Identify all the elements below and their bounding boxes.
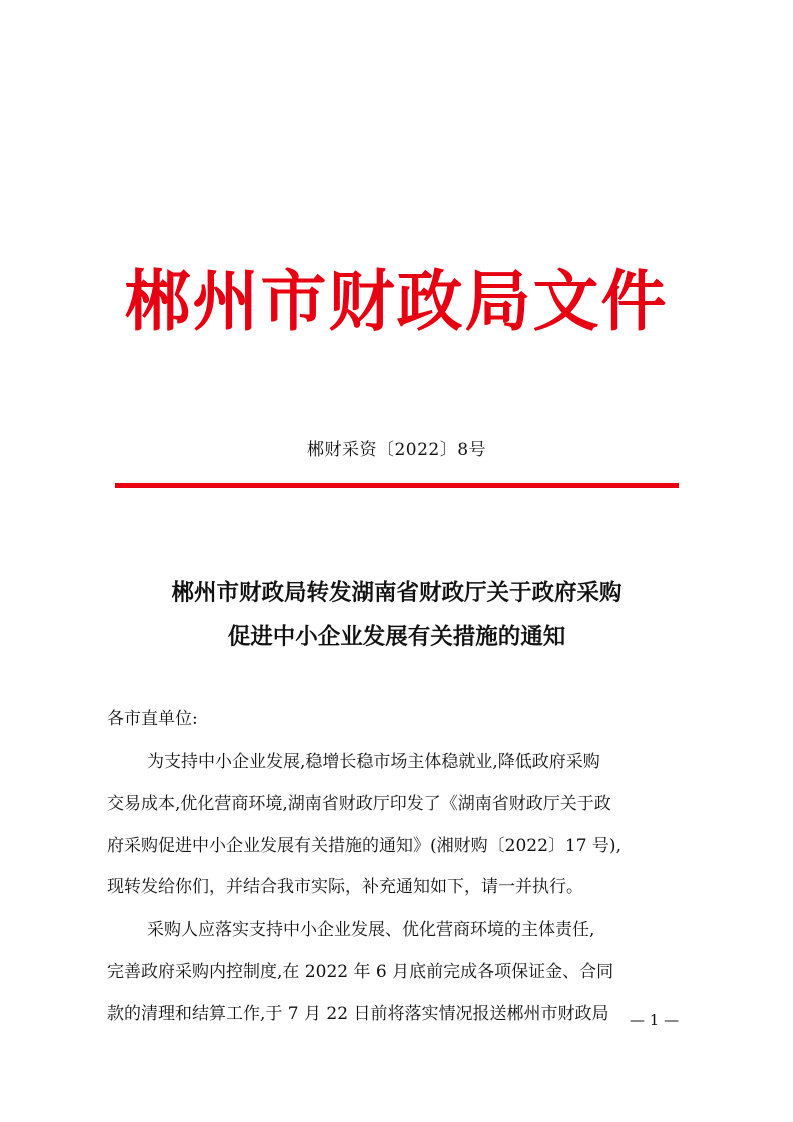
paragraph-2-line: 完善政府采购内控制度,在 2022 年 6 月底前完成各项保证金、合同: [107, 962, 614, 982]
paragraph-2-line: 款的清理和结算工作,于 7 月 22 日前将落实情况报送郴州市财政局: [107, 1004, 609, 1024]
red-divider-rule: [115, 483, 679, 488]
paragraph-1-line: 为支持中小企业发展,稳增长稳市场主体稳就业,降低政府采购: [147, 752, 600, 772]
notice-title-line-1: 郴州市财政局转发湖南省财政厅关于政府采购: [171, 580, 622, 606]
page-number: — 1 —: [630, 1011, 680, 1029]
paragraph-1-line: 府采购促进中小企业发展有关措施的通知》(湘财购〔2022〕17 号),: [107, 836, 621, 856]
document-number: 郴财采资〔2022〕8号: [306, 440, 487, 460]
masthead-title: 郴州市财政局文件: [124, 262, 669, 340]
salutation: 各市直单位:: [107, 709, 198, 729]
paragraph-1-line: 交易成本,优化营商环境,湖南省财政厅印发了《湖南省财政厅关于政: [107, 794, 611, 814]
notice-title-line-2: 促进中小企业发展有关措施的通知: [227, 624, 566, 650]
paragraph-2-line: 采购人应落实支持中小企业发展、优化营商环境的主体责任,: [147, 920, 595, 940]
paragraph-1-line: 现转发给你们，并结合我市实际，补充通知如下，请一并执行。: [107, 877, 583, 897]
